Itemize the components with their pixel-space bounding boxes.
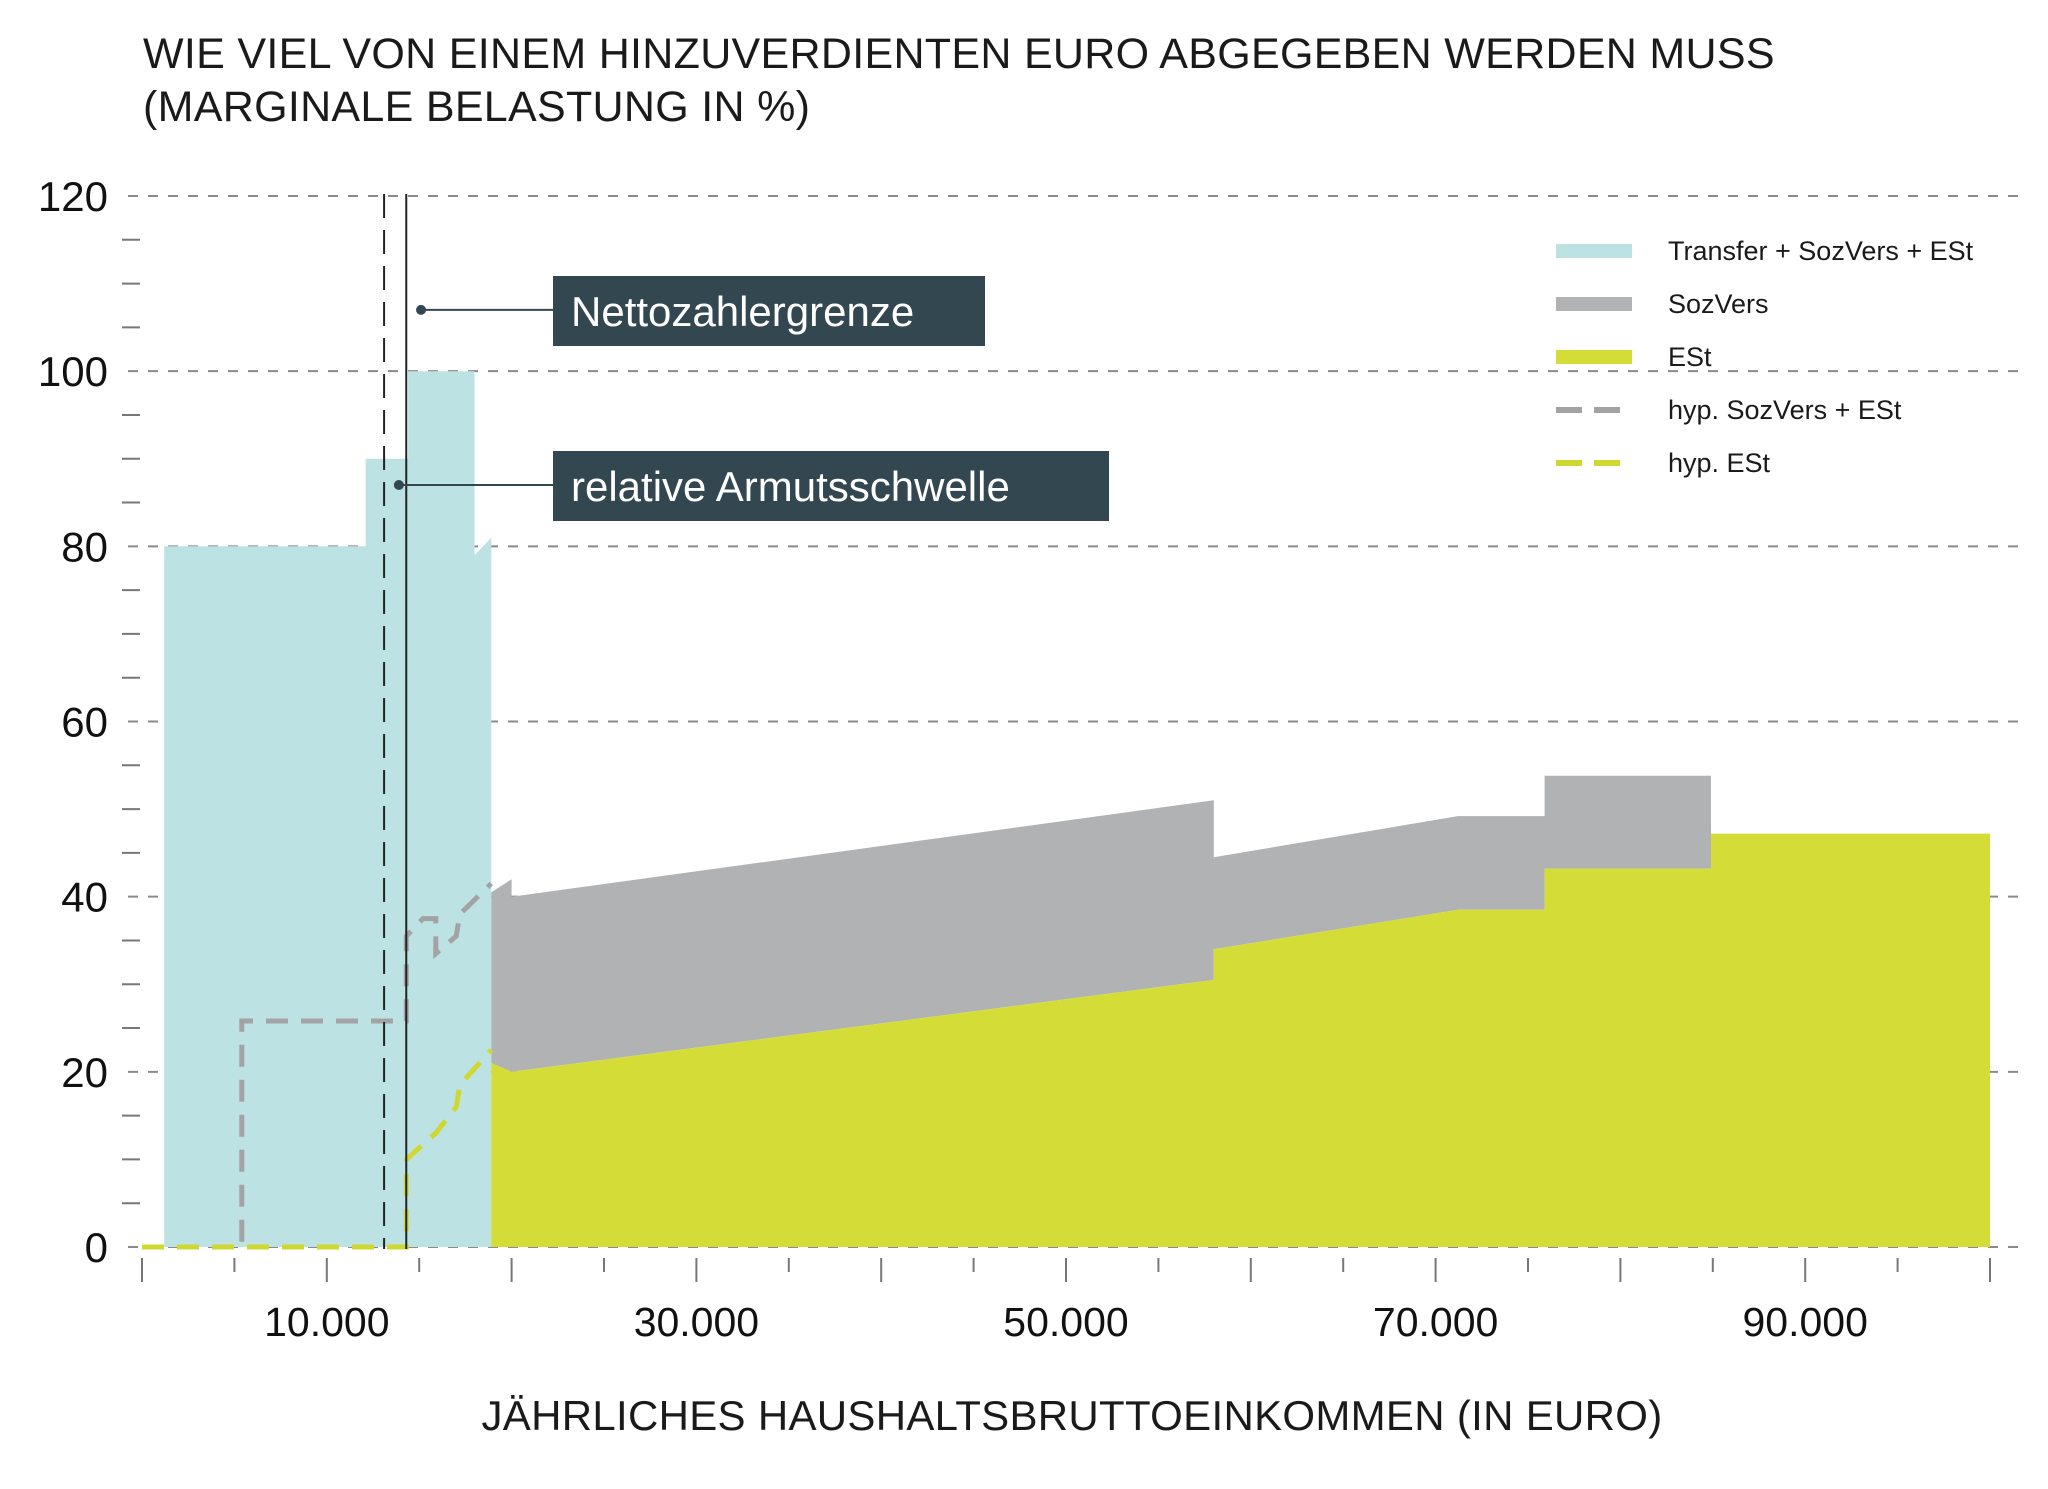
annotation-dot [416, 305, 426, 315]
legend-label-transfer: Transfer + SozVers + ESt [1668, 236, 1974, 266]
chart-title-line-1: WIE VIEL VON EINEM HINZUVERDIENTEN EURO ABGEGEBEN WERDEN MUSS [143, 30, 1775, 78]
x-tick-label-70000: 70.000 [1372, 1299, 1499, 1345]
y-tick-label-20: 20 [61, 1048, 108, 1096]
legend-label-hyp_est: hyp. ESt [1668, 448, 1771, 478]
y-tick-label-100: 100 [37, 348, 108, 396]
legend-item-est [1556, 342, 1712, 372]
y-tick-label-40: 40 [61, 873, 108, 921]
legend-label-sozvers: SozVers [1668, 289, 1769, 319]
x-tick-label-30000: 30.000 [633, 1299, 760, 1345]
x-tick-label-90000: 90.000 [1742, 1299, 1868, 1345]
x-tick-label-50000: 50.000 [1003, 1299, 1129, 1345]
y-tick-label-120: 120 [37, 173, 108, 220]
legend-label-hyp_sozvers: hyp. SozVers + ESt [1668, 395, 1902, 425]
series-area-transfer [164, 371, 491, 1247]
annotation-dot [394, 480, 404, 490]
annotation-0 [416, 276, 985, 346]
legend-label-est: ESt [1668, 342, 1712, 372]
x-tick-label-10000: 10.000 [264, 1299, 390, 1345]
x-axis-label: JÄHRLICHES HAUSHALTSBRUTTOEINKOMMEN (IN EURO) [481, 1392, 1663, 1439]
annotation-text: Nettozahlergrenze [571, 288, 915, 335]
legend-item-transfer [1556, 236, 1974, 266]
legend-item-sozvers [1556, 289, 1769, 319]
annotation-text: relative Armutsschwelle [571, 463, 1010, 510]
annotation-1 [394, 451, 1109, 521]
legend-item-hyp_sozvers [1556, 395, 1902, 425]
legend-item-hyp_est [1556, 448, 1771, 478]
y-tick-label-0: 0 [84, 1224, 108, 1271]
y-tick-label-60: 60 [61, 698, 108, 746]
chart-title-line-2: (MARGINALE BELASTUNG IN %) [143, 83, 811, 131]
annotations [394, 276, 1109, 521]
y-tick-label-80: 80 [61, 523, 108, 571]
legend [1556, 236, 1974, 478]
